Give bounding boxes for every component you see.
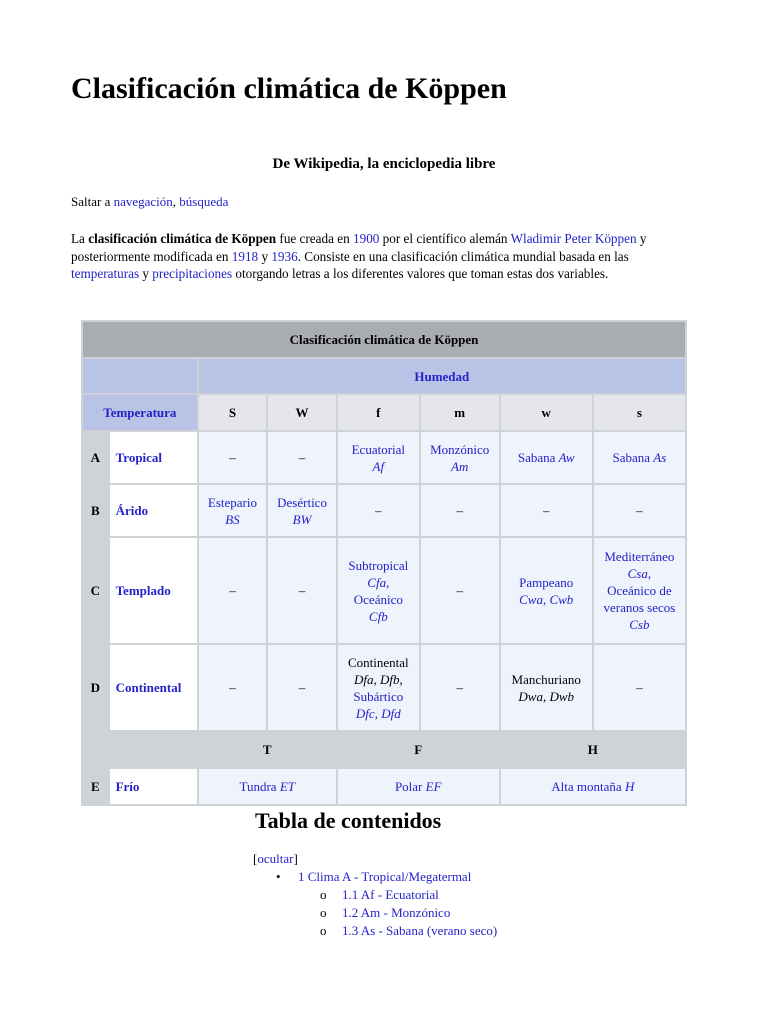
toc-hide-link[interactable]: ocultar [257, 851, 294, 866]
intro-bold-term: clasificación climática de Köppen [88, 231, 277, 246]
zone-link-arido[interactable]: Árido [110, 485, 197, 536]
row-code-B: B [83, 485, 108, 536]
zone-link-templado[interactable]: Templado [110, 538, 197, 642]
link-koppen[interactable]: Wladimir Peter Köppen [510, 231, 637, 246]
cell-A-f-link[interactable]: Ecuatorial Af [338, 432, 419, 483]
jump-navigation-link[interactable]: navegación [113, 194, 173, 209]
group-header-H: H [501, 732, 685, 767]
cell-B-s: – [594, 485, 685, 536]
toc-subitem [320, 905, 450, 921]
toc-link-am[interactable]: 1.2 Am - Monzónico [342, 905, 451, 920]
col-header-w: w [501, 395, 592, 430]
page-subtitle: De Wikipedia, la enciclopedia libre [272, 156, 496, 172]
cell-C-w-link[interactable]: Pampeano Cwa, Cwb [501, 538, 592, 642]
page-title: Clasificación climática de Köppen [71, 72, 507, 105]
row-code-E: E [83, 769, 108, 804]
cell-C-m: – [421, 538, 499, 642]
humedad-header-link[interactable]: Humedad [199, 359, 685, 394]
row-code-A: A [83, 432, 108, 483]
zone-link-frio[interactable]: Frío [110, 769, 197, 804]
toc-toggle: [ocultar] [253, 851, 298, 866]
subartico-link[interactable]: Subártico [353, 688, 404, 704]
bullet-circle: o [320, 923, 327, 938]
col-header-s: s [594, 395, 685, 430]
temperatura-header-link[interactable]: Temperatura [83, 395, 197, 430]
jump-links: Saltar a navegación, búsqueda [71, 194, 229, 209]
koppen-table [81, 320, 687, 806]
link-temperaturas[interactable]: temperaturas [71, 266, 140, 281]
zone-link-tropical[interactable]: Tropical [110, 432, 197, 483]
cell-D-m: – [421, 645, 499, 731]
zone-link-continental[interactable]: Continental [110, 645, 197, 731]
group-row-corner [83, 732, 197, 767]
link-1936[interactable]: 1936 [271, 248, 298, 264]
link-1918[interactable]: 1918 [231, 248, 259, 264]
bullet-circle: o [320, 887, 327, 902]
col-header-W: W [268, 395, 336, 430]
cell-B-W-link[interactable]: Desértico BW [268, 485, 336, 536]
table-title: Clasificación climática de Köppen [83, 322, 685, 357]
toc-link-af[interactable]: 1.1 Af - Ecuatorial [342, 887, 439, 902]
bullet-circle: o [320, 905, 327, 920]
col-header-m: m [421, 395, 499, 430]
cell-A-w-link[interactable]: Sabana Aw [501, 432, 592, 483]
row-code-D: D [83, 645, 108, 731]
subartico-codes-link[interactable]: Dfc, Dfd [355, 705, 401, 721]
jump-search-link[interactable]: búsqueda [179, 194, 229, 209]
row-code-C: C [83, 538, 108, 642]
cell-E-alta-montana-link[interactable]: Alta montaña H [501, 769, 685, 804]
cell-E-polar-link[interactable]: Polar EF [338, 769, 499, 804]
cell-A-W: – [268, 432, 336, 483]
toc-subitem [320, 887, 439, 903]
cell-B-w: – [501, 485, 592, 536]
cell-D-w: Manchuriano Dwa, Dwb [501, 645, 592, 731]
cell-C-W: – [268, 538, 336, 642]
intro-paragraph: La clasificación climática de Köppen fue creada en 1900 por el científico alemán Wladimir Peter Köppen y posteriormente modificada en 1918 y 1936. Consiste en una clasificación climática mundial basada en las temperaturas y precipitaciones otorgando letras a los diferentes valores que toman estas dos variables. [71, 231, 647, 281]
col-header-S: S [199, 395, 267, 430]
cell-A-m-link[interactable]: Monzónico Am [421, 432, 499, 483]
cell-E-tundra-link[interactable]: Tundra ET [199, 769, 336, 804]
cell-B-S-link[interactable]: Estepario BS [199, 485, 267, 536]
toc-item [276, 869, 471, 885]
link-precipitaciones[interactable]: precipitaciones [152, 266, 233, 281]
toc-title: Tabla de contenidos [255, 808, 442, 833]
group-header-T: T [199, 732, 336, 767]
cell-D-W: – [268, 645, 336, 731]
cell-C-S: – [199, 538, 267, 642]
toc-subitem [320, 923, 497, 939]
bullet-disc: • [276, 869, 281, 884]
link-1900[interactable]: 1900 [353, 231, 380, 246]
cell-D-s: – [594, 645, 685, 731]
cell-D-f: Continental Dfa, Dfb, Subártico Dfc, Dfd [338, 645, 419, 731]
table-corner-cell [83, 359, 197, 394]
cell-C-f-links[interactable]: Subtropical Cfa, Oceánico Cfb [338, 538, 419, 642]
group-header-F: F [338, 732, 499, 767]
cell-B-f: – [338, 485, 419, 536]
cell-D-S: – [199, 645, 267, 731]
cell-C-s-links[interactable]: Mediterráneo Csa, Oceánico de veranos secos Csb [594, 538, 685, 642]
col-header-f: f [338, 395, 419, 430]
toc-link-as[interactable]: 1.3 As - Sabana (verano seco) [342, 923, 498, 938]
toc-link-clima-a[interactable]: 1 Clima A - Tropical/Megatermal [298, 869, 472, 884]
cell-B-m: – [421, 485, 499, 536]
cell-A-S: – [199, 432, 267, 483]
cell-A-s-link[interactable]: Sabana As [594, 432, 685, 483]
